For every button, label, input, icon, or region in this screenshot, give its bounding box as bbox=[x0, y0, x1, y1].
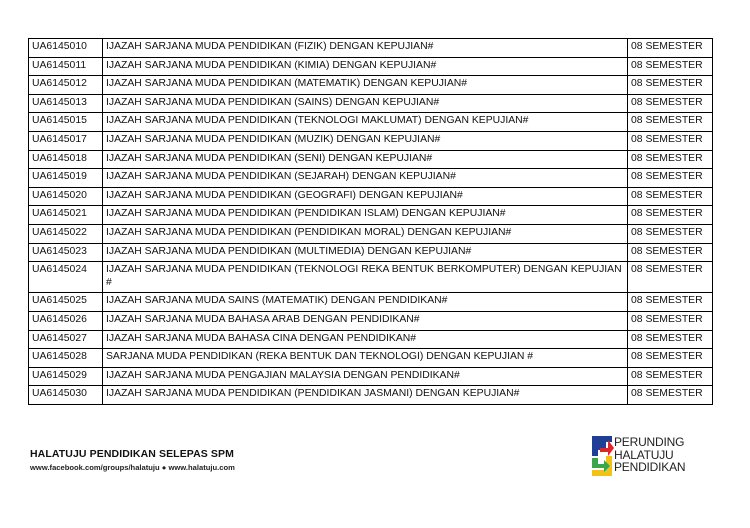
course-duration-cell: 08 SEMESTER bbox=[628, 57, 713, 76]
course-code-cell: UA6145019 bbox=[29, 169, 103, 188]
course-duration-cell: 08 SEMESTER bbox=[628, 187, 713, 206]
table-row bbox=[29, 76, 713, 95]
course-duration-cell: 08 SEMESTER bbox=[628, 330, 713, 349]
table-row bbox=[29, 113, 713, 132]
table-row bbox=[29, 94, 713, 113]
table-row bbox=[29, 330, 713, 349]
course-code-cell: UA6145022 bbox=[29, 224, 103, 243]
course-duration-cell: 08 SEMESTER bbox=[628, 94, 713, 113]
logo-line-2: HALATUJU bbox=[614, 447, 674, 462]
course-name-cell: IJAZAH SARJANA MUDA PENDIDIKAN (SAINS) DENGAN KEPUJIAN# bbox=[103, 94, 628, 113]
course-name-cell: IJAZAH SARJANA MUDA PENDIDIKAN (MUZIK) DENGAN KEPUJIAN# bbox=[103, 131, 628, 150]
logo-text bbox=[614, 436, 685, 474]
course-name-cell: IJAZAH SARJANA MUDA PENDIDIKAN (TEKNOLOGI REKA BENTUK BERKOMPUTER) DENGAN KEPUJIAN # bbox=[103, 262, 628, 293]
table-row bbox=[29, 293, 713, 312]
table-row bbox=[29, 169, 713, 188]
arrows-logo-icon bbox=[592, 436, 614, 476]
course-code-cell: UA6145025 bbox=[29, 293, 103, 312]
course-code-cell: UA6145017 bbox=[29, 131, 103, 150]
course-duration-cell: 08 SEMESTER bbox=[628, 311, 713, 330]
course-name-cell: IJAZAH SARJANA MUDA PENDIDIKAN (GEOGRAFI) DENGAN KEPUJIAN# bbox=[103, 187, 628, 206]
logo-line-1: PERUNDING bbox=[614, 435, 685, 449]
course-name-cell: IJAZAH SARJANA MUDA PENDIDIKAN (PENDIDIKAN JASMANI) DENGAN KEPUJIAN# bbox=[103, 386, 628, 405]
course-code-cell: UA6145030 bbox=[29, 386, 103, 405]
table-row bbox=[29, 39, 713, 58]
table-row bbox=[29, 57, 713, 76]
course-duration-cell: 08 SEMESTER bbox=[628, 206, 713, 225]
logo-line-3: PENDIDIKAN bbox=[614, 460, 686, 474]
course-duration-cell: 08 SEMESTER bbox=[628, 243, 713, 262]
course-code-cell: UA6145011 bbox=[29, 57, 103, 76]
course-name-cell: IJAZAH SARJANA MUDA SAINS (MATEMATIK) DENGAN PENDIDIKAN# bbox=[103, 293, 628, 312]
course-name-cell: IJAZAH SARJANA MUDA PENDIDIKAN (FIZIK) DENGAN KEPUJIAN# bbox=[103, 39, 628, 58]
course-name-cell: IJAZAH SARJANA MUDA PENGAJIAN MALAYSIA DENGAN PENDIDIKAN# bbox=[103, 367, 628, 386]
table-row bbox=[29, 224, 713, 243]
course-duration-cell: 08 SEMESTER bbox=[628, 169, 713, 188]
course-name-cell: SARJANA MUDA PENDIDIKAN (REKA BENTUK DAN TEKNOLOGI) DENGAN KEPUJIAN # bbox=[103, 349, 628, 368]
course-code-cell: UA6145029 bbox=[29, 367, 103, 386]
course-duration-cell: 08 SEMESTER bbox=[628, 349, 713, 368]
table-row bbox=[29, 131, 713, 150]
course-code-cell: UA6145018 bbox=[29, 150, 103, 169]
course-duration-cell: 08 SEMESTER bbox=[628, 113, 713, 132]
table-row bbox=[29, 187, 713, 206]
course-code-cell: UA6145027 bbox=[29, 330, 103, 349]
course-code-cell: UA6145013 bbox=[29, 94, 103, 113]
course-code-cell: UA6145015 bbox=[29, 113, 103, 132]
table-row bbox=[29, 386, 713, 405]
footer-title: HALATUJU PENDIDIKAN SELEPAS SPM bbox=[30, 448, 234, 460]
table-row bbox=[29, 206, 713, 225]
course-name-cell: IJAZAH SARJANA MUDA PENDIDIKAN (TEKNOLOGI MAKLUMAT) DENGAN KEPUJIAN# bbox=[103, 113, 628, 132]
course-code-cell: UA6145020 bbox=[29, 187, 103, 206]
course-name-cell: IJAZAH SARJANA MUDA BAHASA ARAB DENGAN PENDIDIKAN# bbox=[103, 311, 628, 330]
table-row bbox=[29, 349, 713, 368]
table-row bbox=[29, 311, 713, 330]
table-row bbox=[29, 262, 713, 293]
footer-links[interactable]: www.facebook.com/groups/halatuju ● www.halatuju.com bbox=[30, 463, 235, 472]
course-table bbox=[28, 38, 713, 405]
course-code-cell: UA6145028 bbox=[29, 349, 103, 368]
course-name-cell: IJAZAH SARJANA MUDA PENDIDIKAN (SENI) DENGAN KEPUJIAN# bbox=[103, 150, 628, 169]
table-row bbox=[29, 367, 713, 386]
course-name-cell: IJAZAH SARJANA MUDA PENDIDIKAN (SEJARAH) DENGAN KEPUJIAN# bbox=[103, 169, 628, 188]
table-row bbox=[29, 150, 713, 169]
course-table-body bbox=[29, 39, 713, 405]
course-code-cell: UA6145012 bbox=[29, 76, 103, 95]
course-name-cell: IJAZAH SARJANA MUDA PENDIDIKAN (PENDIDIKAN ISLAM) DENGAN KEPUJIAN# bbox=[103, 206, 628, 225]
course-name-cell: IJAZAH SARJANA MUDA PENDIDIKAN (MATEMATIK) DENGAN KEPUJIAN# bbox=[103, 76, 628, 95]
course-code-cell: UA6145010 bbox=[29, 39, 103, 58]
course-duration-cell: 08 SEMESTER bbox=[628, 262, 713, 293]
course-code-cell: UA6145023 bbox=[29, 243, 103, 262]
course-duration-cell: 08 SEMESTER bbox=[628, 150, 713, 169]
table-row bbox=[29, 243, 713, 262]
course-duration-cell: 08 SEMESTER bbox=[628, 39, 713, 58]
course-duration-cell: 08 SEMESTER bbox=[628, 131, 713, 150]
course-name-cell: IJAZAH SARJANA MUDA PENDIDIKAN (MULTIMEDIA) DENGAN KEPUJIAN# bbox=[103, 243, 628, 262]
course-code-cell: UA6145021 bbox=[29, 206, 103, 225]
course-name-cell: IJAZAH SARJANA MUDA PENDIDIKAN (KIMIA) DENGAN KEPUJIAN# bbox=[103, 57, 628, 76]
course-name-cell: IJAZAH SARJANA MUDA PENDIDIKAN (PENDIDIKAN MORAL) DENGAN KEPUJIAN# bbox=[103, 224, 628, 243]
course-duration-cell: 08 SEMESTER bbox=[628, 367, 713, 386]
perunding-logo bbox=[592, 436, 712, 476]
course-code-cell: UA6145024 bbox=[29, 262, 103, 293]
course-duration-cell: 08 SEMESTER bbox=[628, 224, 713, 243]
course-code-cell: UA6145026 bbox=[29, 311, 103, 330]
course-duration-cell: 08 SEMESTER bbox=[628, 76, 713, 95]
course-duration-cell: 08 SEMESTER bbox=[628, 386, 713, 405]
course-name-cell: IJAZAH SARJANA MUDA BAHASA CINA DENGAN PENDIDIKAN# bbox=[103, 330, 628, 349]
course-duration-cell: 08 SEMESTER bbox=[628, 293, 713, 312]
